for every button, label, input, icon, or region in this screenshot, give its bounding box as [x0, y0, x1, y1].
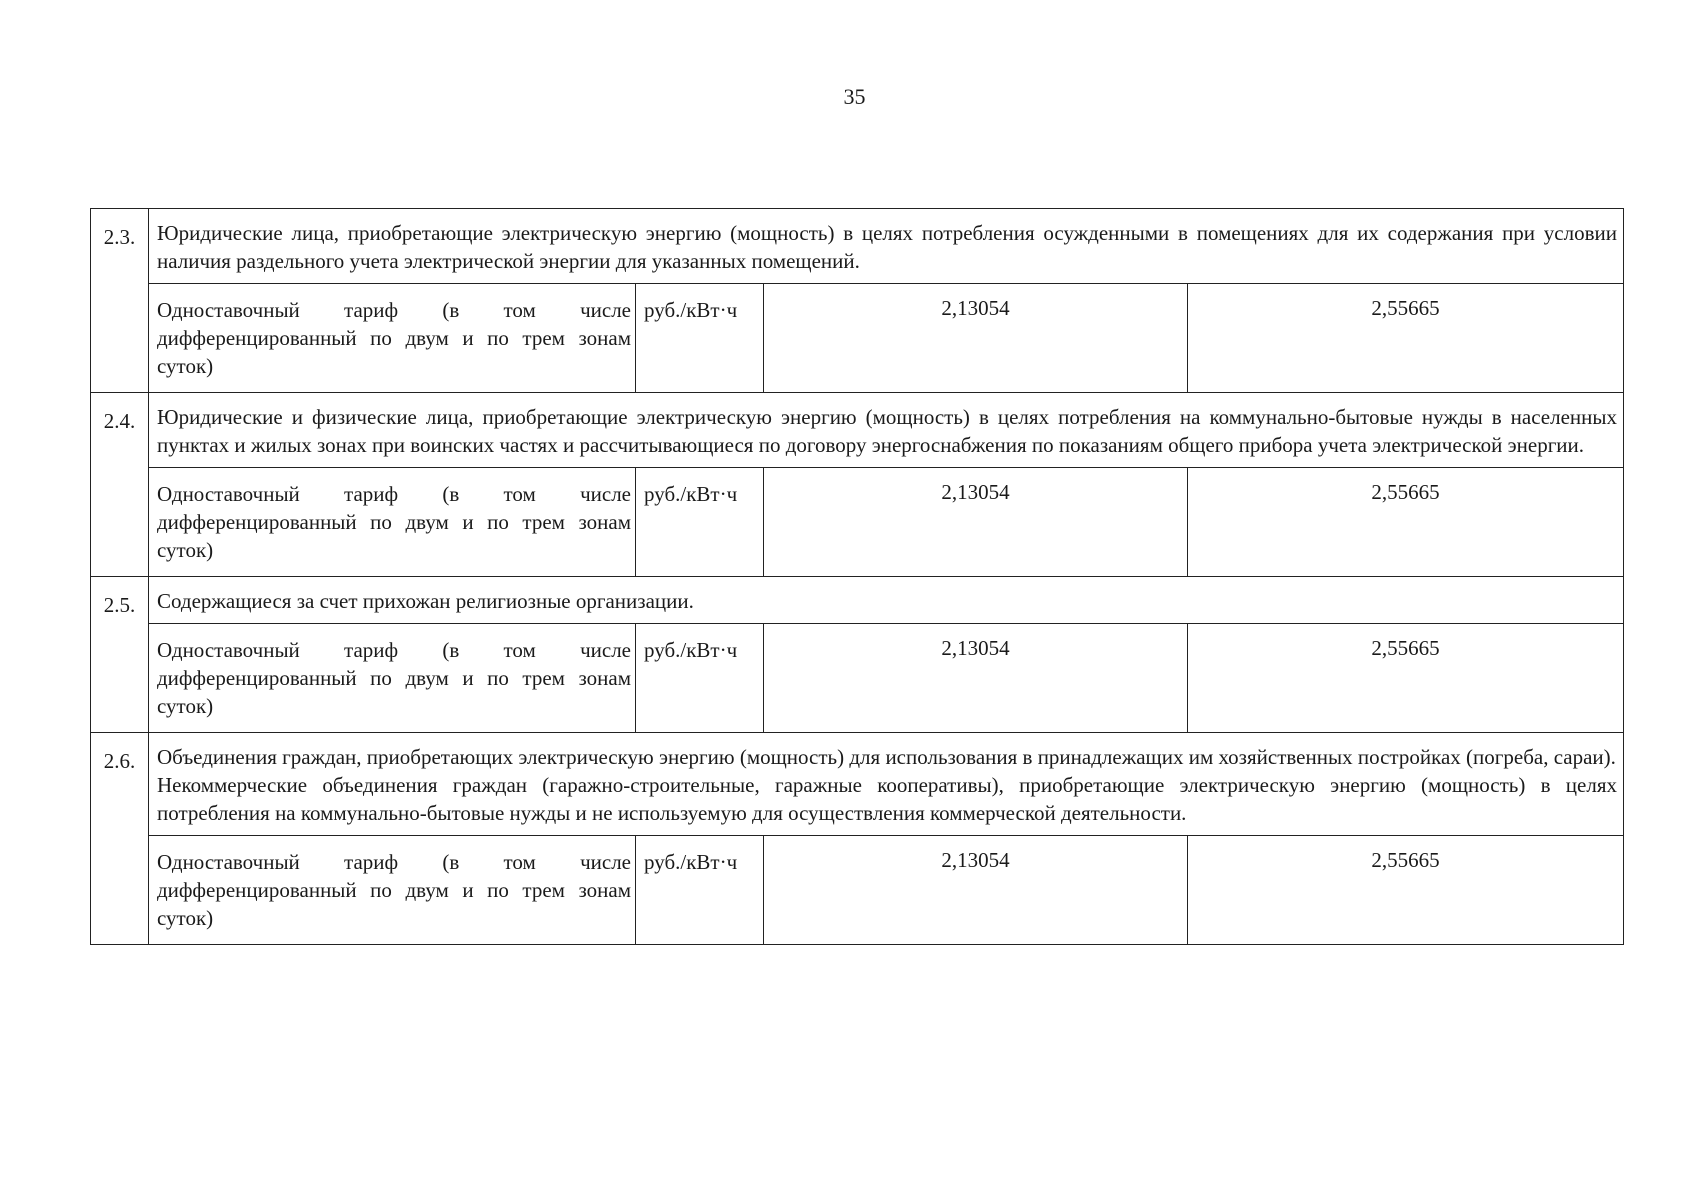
section-description — [149, 209, 1624, 284]
tariff-label: Одноставочный тариф (в том числе дифференцированный по двум и по трем зонам суток) — [149, 836, 636, 945]
page-number: 35 — [843, 84, 866, 109]
description-paragraph: Некоммерческие объединения граждан (гаражно-строительные, гаражные кооперативы), приобретающие электрическую энергию (мощность) в целях потребления на коммунально-бытовые нужды и не используемую для осуществления коммерческой деятельности. — [157, 773, 1617, 825]
tariff-value-2: 2,55665 — [1188, 624, 1624, 733]
section-description — [149, 577, 1624, 624]
description-paragraph: Содержащиеся за счет прихожан религиозные организации. — [157, 589, 694, 613]
tariff-value-2: 2,55665 — [1188, 284, 1624, 393]
tariff-table — [90, 208, 1624, 945]
tariff-unit: руб./кВт·ч — [636, 836, 764, 945]
section-description — [149, 733, 1624, 836]
tariff-label: Одноставочный тариф (в том числе дифференцированный по двум и по трем зонам суток) — [149, 284, 636, 393]
tariff-unit: руб./кВт·ч — [636, 284, 764, 393]
section-number: 2.6. — [91, 733, 149, 945]
tariff-value-1: 2,13054 — [764, 284, 1188, 393]
section-header-row — [91, 393, 1624, 468]
section-header-row — [91, 577, 1624, 624]
description-paragraph: Юридические лица, приобретающие электрическую энергию (мощность) в целях потребления осужденными в помещениях для их содержания при условии наличия раздельного учета электрической энергии для указанных помещений. — [157, 221, 1617, 273]
tariff-value-1: 2,13054 — [764, 836, 1188, 945]
tariff-row — [91, 836, 1624, 945]
tariff-value-1: 2,13054 — [764, 624, 1188, 733]
tariff-unit: руб./кВт·ч — [636, 468, 764, 577]
tariff-value-1: 2,13054 — [764, 468, 1188, 577]
tariff-value-2: 2,55665 — [1188, 836, 1624, 945]
tariff-row — [91, 284, 1624, 393]
tariff-unit: руб./кВт·ч — [636, 624, 764, 733]
section-description — [149, 393, 1624, 468]
section-number: 2.5. — [91, 577, 149, 733]
tariff-value-2: 2,55665 — [1188, 468, 1624, 577]
section-header-row — [91, 209, 1624, 284]
description-paragraph: Объединения граждан, приобретающих электрическую энергию (мощность) для использования в принадлежащих им хозяйственных постройках (погреба, сараи). — [157, 745, 1616, 769]
tariff-row — [91, 468, 1624, 577]
description-paragraph: Юридические и физические лица, приобретающие электрическую энергию (мощность) в целях потребления на коммунально-бытовые нужды в населенных пунктах и жилых зонах при воинских частях и рассчитывающиеся по договору энергоснабжения по показаниям общего прибора учета электрической энергии. — [157, 405, 1617, 457]
section-number: 2.3. — [91, 209, 149, 393]
tariff-row — [91, 624, 1624, 733]
tariff-label: Одноставочный тариф (в том числе дифференцированный по двум и по трем зонам суток) — [149, 468, 636, 577]
section-number: 2.4. — [91, 393, 149, 577]
tariff-label: Одноставочный тариф (в том числе дифференцированный по двум и по трем зонам суток) — [149, 624, 636, 733]
section-header-row — [91, 733, 1624, 836]
